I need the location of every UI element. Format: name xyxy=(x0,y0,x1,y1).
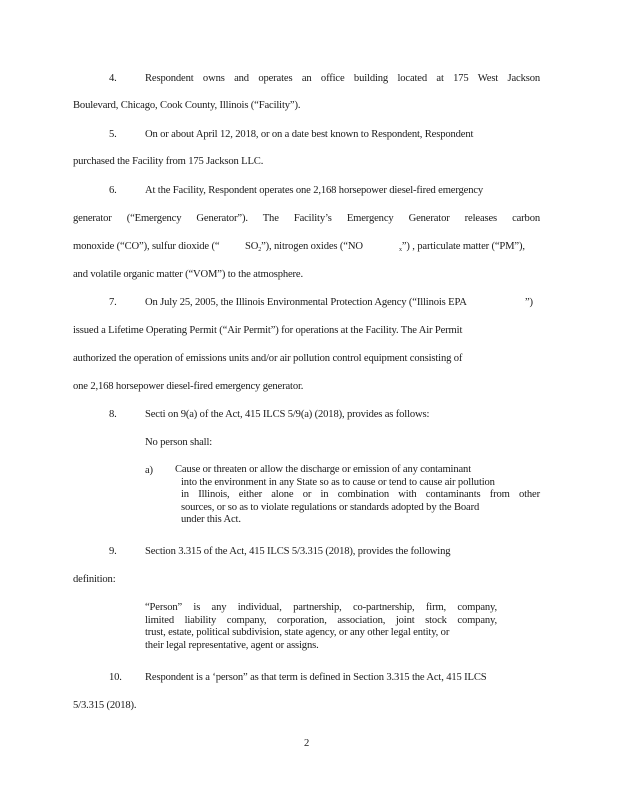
paragraph-7-line-2: issued a Lifetime Operating Permit (“Air Permit”) for operations at the Facility. The Air Permit xyxy=(73,325,463,336)
paragraph-8-item-label: a) xyxy=(145,465,153,476)
nox-subscript: $_x$”) , particulate matter (“PM”), xyxy=(399,241,525,253)
so2-subscript: 2 xyxy=(258,247,262,253)
paragraph-6-line-4: and volatile organic matter (“VOM”) to the atmosphere. xyxy=(73,269,303,280)
definition-line: trust, estate, political subdivision, state agency, or any other legal entity, or xyxy=(145,627,450,638)
paragraph-6-line-1: At the Facility, Respondent operates one 2,168 horsepower diesel-fired emergency xyxy=(145,185,484,196)
quoted-item-line: under this Act. xyxy=(181,514,241,525)
page-number: 2 xyxy=(304,738,310,749)
paragraph-8-intro: No person shall: xyxy=(145,437,213,448)
paragraph-10-line-2: 5/3.315 (2018). xyxy=(73,700,137,711)
paragraph-9-line-1: Section 3.315 of the Act, 415 ILCS 5/3.315 (2018), provides the following xyxy=(145,546,451,557)
definition-line: “Person” is any individual, partnership, co-partnership, firm, company, xyxy=(145,602,497,613)
paragraph-6-number: 6. xyxy=(109,185,117,196)
paragraph-8-quoted-item xyxy=(175,464,540,527)
person-definition-quote xyxy=(145,602,497,652)
paragraph-5-number: 5. xyxy=(109,129,117,140)
paragraph-4-line-2: Boulevard, Chicago, Cook County, Illinois (“Facility”). xyxy=(73,100,301,111)
definition-line: their legal representative, agent or assigns. xyxy=(145,639,319,651)
definition-line: limited liability company, corporation, association, joint stock company, xyxy=(145,614,497,626)
paragraph-10-line-1: Respondent is a ‘person” as that term is defined in Section 3.315 the Act, 415 ILCS xyxy=(145,672,487,683)
paragraph-7-line-4: one 2,168 horsepower diesel-fired emergency generator. xyxy=(73,381,304,392)
paragraph-7-line-1a: On July 25, 2005, the Illinois Environmental Protection Agency (“Illinois EPA xyxy=(145,297,467,308)
so2-formula: $SO_2$”), nitrogen oxides (“NO xyxy=(245,241,363,253)
paragraph-9-number: 9. xyxy=(109,546,117,557)
paragraph-9-line-2: definition: xyxy=(73,574,116,585)
quoted-item-line: in Illinois, either alone or in combination with contaminants from other xyxy=(181,489,540,500)
paragraph-10-number: 10. xyxy=(109,672,122,683)
paragraph-4-line-1: Respondent owns and operates an office building located at 175 West Jackson xyxy=(145,73,540,84)
paragraph-6-line-3a: monoxide (“CO”), sulfur dioxide (“ xyxy=(73,241,220,252)
paragraph-7-number: 7. xyxy=(109,297,117,308)
quoted-item-line: Cause or threaten or allow the discharge or emission of any contaminant xyxy=(175,464,471,475)
paragraph-4-number: 4. xyxy=(109,73,117,84)
quoted-item-line: sources, or so as to violate regulations or standards adopted by the Board xyxy=(181,501,480,513)
paragraph-5-line-1: On or about April 12, 2018, or on a date best known to Respondent, Respondent xyxy=(145,129,474,140)
quoted-item-line: into the environment in any State so as to cause or tend to cause air pollution xyxy=(181,476,495,488)
paragraph-8-line-1: Secti on 9(a) of the Act, 415 ILCS 5/9(a) (2018), provides as follows: xyxy=(145,409,430,420)
paragraph-7-line-3: authorized the operation of emissions units and/or air pollution control equipment consisting of xyxy=(73,353,463,364)
paragraph-6-line-2: generator (“Emergency Generator”). The Facility’s Emergency Generator releases carbon xyxy=(73,213,540,224)
paragraph-8-number: 8. xyxy=(109,409,117,420)
paragraph-7-line-1b: ”) xyxy=(525,297,533,308)
paragraph-5-line-2: purchased the Facility from 175 Jackson LLC. xyxy=(73,156,264,167)
